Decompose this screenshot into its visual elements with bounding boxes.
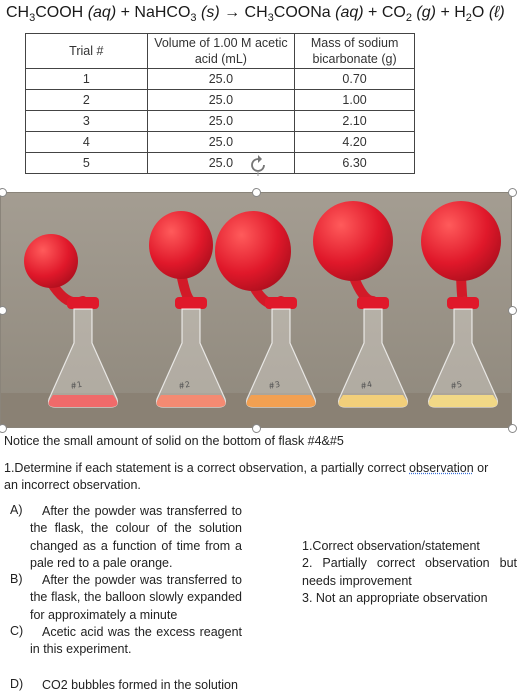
statement-letter: C) xyxy=(10,624,24,638)
solution xyxy=(247,395,316,407)
eq-salt-state: (aq) xyxy=(335,4,364,21)
table-row xyxy=(26,132,415,153)
answer-options xyxy=(302,538,517,607)
flask-balloon-illustration xyxy=(1,193,512,428)
table-row xyxy=(26,111,415,132)
eq-water: H xyxy=(454,4,466,21)
balloon-collar xyxy=(175,297,207,309)
eq-base: NaHCO xyxy=(134,4,191,21)
eq-plus: + xyxy=(368,4,378,21)
solution xyxy=(157,395,226,407)
solution xyxy=(429,395,498,407)
flask-label: #2 xyxy=(177,379,191,391)
eq-base-state: (s) xyxy=(200,4,220,21)
eq-water-rest: O xyxy=(471,4,485,21)
rotate-handle-icon[interactable] xyxy=(247,154,269,176)
col-header-mass: Mass of sodium bicarbonate (g) xyxy=(295,34,415,69)
eq-acid-state: (aq) xyxy=(87,4,117,21)
flask-label: #3 xyxy=(267,379,281,391)
cell-volume: 25.0 xyxy=(147,90,295,111)
eq-plus: + xyxy=(440,4,450,21)
eq-gas-sub: 2 xyxy=(405,12,412,25)
question-text-end: or an incorrect observation. xyxy=(4,461,489,492)
statement-c: Acetic acid was the excess reagent in this experiment. xyxy=(30,625,242,657)
statement-letter: A) xyxy=(10,503,23,517)
cell-mass: 6.30 xyxy=(295,153,415,174)
cell-volume: 25.0 xyxy=(147,69,295,90)
option-item: 1.Correct observation/statement xyxy=(302,539,480,553)
eq-gas-state: (g) xyxy=(416,4,436,21)
balloon-collar xyxy=(265,297,297,309)
cell-trial: 3 xyxy=(26,111,148,132)
data-table xyxy=(25,33,415,174)
option-item: 3. Not an appropriate observation xyxy=(302,590,488,605)
statement-a: After the powder was transferred to the flask, the colour of the solution changed as a function of time from a pale red to a pale orange. xyxy=(30,504,242,570)
resize-handle[interactable] xyxy=(508,424,517,433)
cell-trial: 5 xyxy=(26,153,148,174)
balloon xyxy=(421,201,501,281)
col-header-volume: Volume of 1.00 M acetic acid (mL) xyxy=(147,34,295,69)
cell-mass: 4.20 xyxy=(295,132,415,153)
cell-volume: 25.0 xyxy=(147,153,295,174)
resize-handle[interactable] xyxy=(252,188,261,197)
eq-gas: CO xyxy=(381,4,406,21)
flask-label: #4 xyxy=(359,379,373,391)
photo-caption: Notice the small amount of solid on the bottom of flask #4&#5 xyxy=(4,434,344,448)
eq-plus: + xyxy=(120,4,130,21)
table-row xyxy=(26,69,415,90)
eq-acid-sub: 3 xyxy=(29,12,36,25)
col-header-trial: Trial # xyxy=(26,34,148,69)
balloon-collar xyxy=(357,297,389,309)
cell-trial: 2 xyxy=(26,90,148,111)
balloon-collar xyxy=(447,297,479,309)
eq-water-state: (ℓ) xyxy=(488,4,505,21)
chemical-equation xyxy=(6,4,505,24)
statement-letter: B) xyxy=(10,572,23,586)
statement-letter: D) xyxy=(10,677,24,691)
question-text: 1.Determine if each statement is a correct observation, a partially correct xyxy=(4,461,410,475)
solution xyxy=(49,395,118,407)
question-underlined-word: observation xyxy=(409,461,474,475)
resize-handle[interactable] xyxy=(0,424,7,433)
balloon xyxy=(215,211,291,291)
cell-trial: 1 xyxy=(26,69,148,90)
eq-salt-sub: 3 xyxy=(267,12,274,25)
balloon xyxy=(24,234,78,288)
cell-volume: 25.0 xyxy=(147,111,295,132)
cell-mass: 2.10 xyxy=(295,111,415,132)
balloon xyxy=(313,201,393,281)
statement-d: CO2 bubbles formed in the solution xyxy=(42,678,238,692)
eq-arrow: → xyxy=(224,4,241,21)
option-item: 2. Partially correct observation but needs improvement xyxy=(302,556,517,588)
flask-label: #1 xyxy=(69,379,83,391)
eq-base-sub: 3 xyxy=(190,12,197,25)
eq-acid: CH xyxy=(6,4,30,21)
cell-mass: 0.70 xyxy=(295,69,415,90)
experiment-photo[interactable] xyxy=(0,192,512,428)
cell-mass: 1.00 xyxy=(295,90,415,111)
cell-volume: 25.0 xyxy=(147,132,295,153)
resize-handle[interactable] xyxy=(508,306,517,315)
eq-water-sub: 2 xyxy=(465,12,472,25)
table-row xyxy=(26,90,415,111)
flask-label: #5 xyxy=(449,379,463,391)
table-row xyxy=(26,153,415,174)
eq-salt-rest: COONa xyxy=(273,4,331,21)
eq-acid-rest: COOH xyxy=(35,4,84,21)
question-prompt xyxy=(4,460,504,494)
resize-handle[interactable] xyxy=(508,188,517,197)
resize-handle[interactable] xyxy=(252,424,261,433)
statement-b: After the powder was transferred to the flask, the balloon slowly expanded for approximately a minute xyxy=(30,573,242,622)
eq-salt: CH xyxy=(244,4,268,21)
cell-trial: 4 xyxy=(26,132,148,153)
solution xyxy=(339,395,408,407)
table-header-row xyxy=(26,34,415,69)
balloon xyxy=(149,211,213,279)
balloon-collar xyxy=(67,297,99,309)
